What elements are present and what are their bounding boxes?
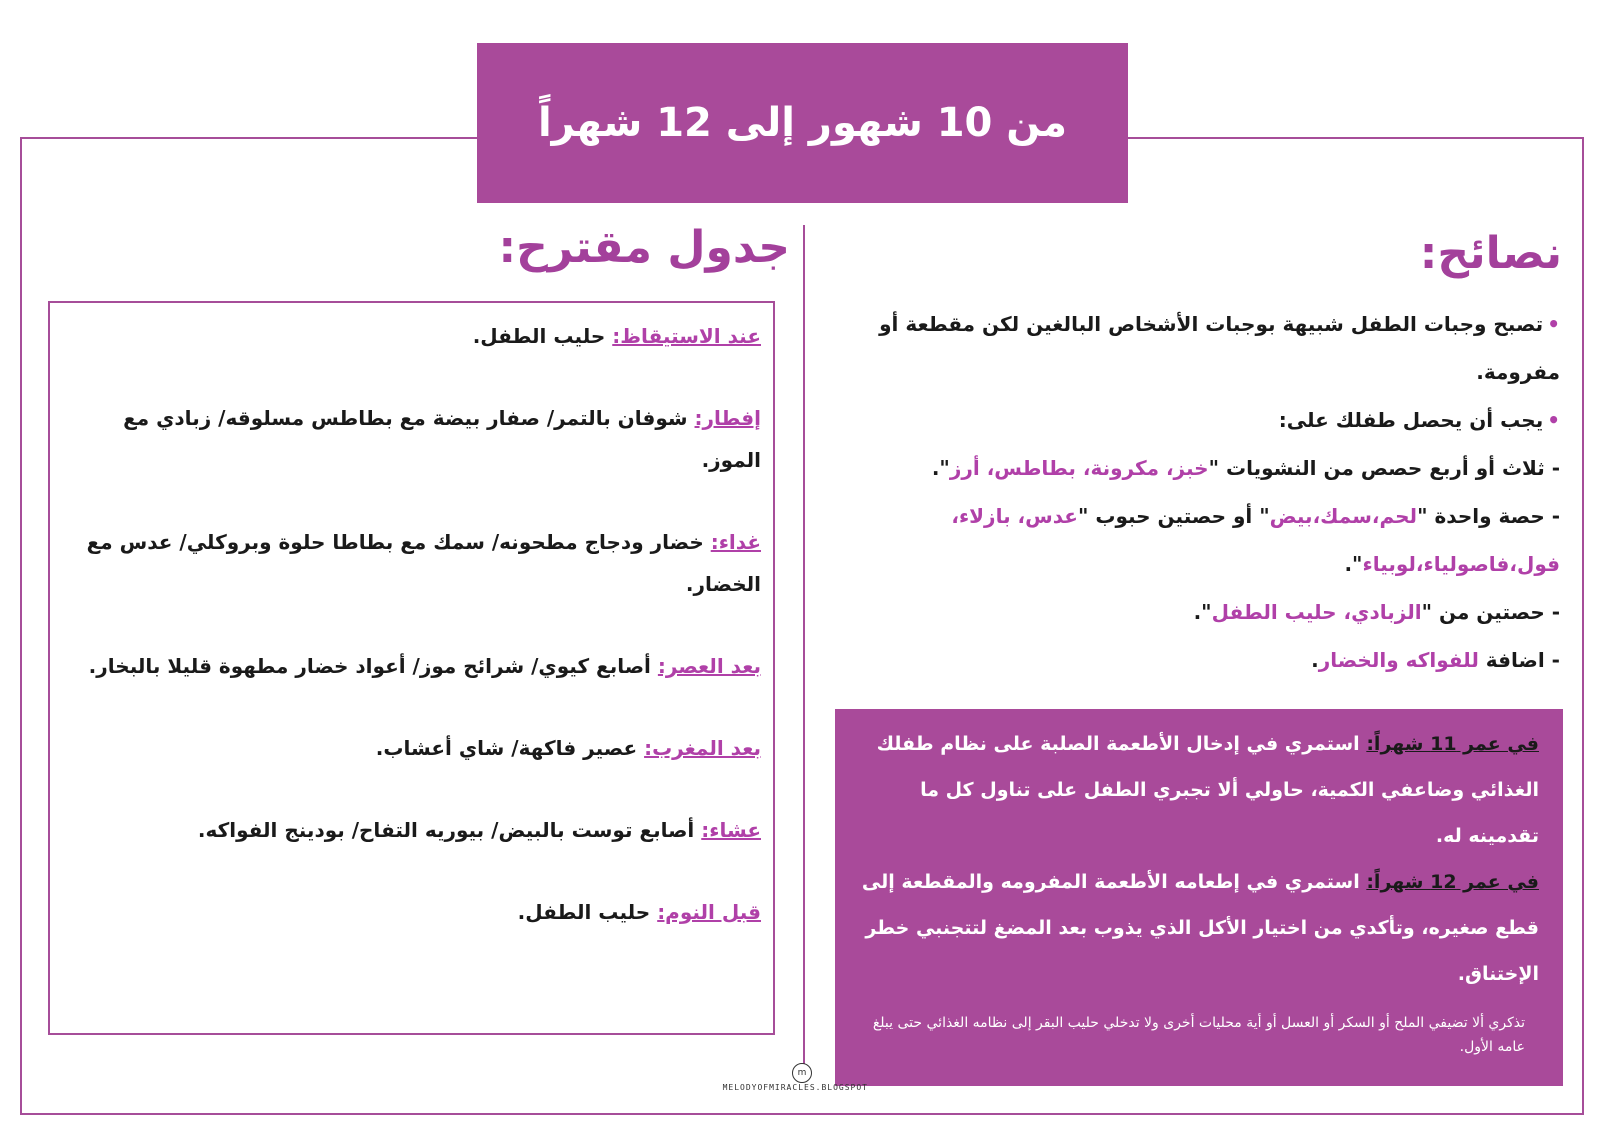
tip-item-starches: - ثلاث أو أربع حصص من النشويات "خبز، مكرونة، بطاطس، أرز". xyxy=(931,456,1560,480)
tip-bullet-2: •يجب أن يحصل طفلك على: xyxy=(1278,408,1560,432)
tips-heading: نصائح: xyxy=(1419,228,1562,279)
schedule-item: عند الاستيقاظ: حليب الطفل. xyxy=(472,324,761,348)
title-banner xyxy=(477,43,1128,203)
note-reminder: تذكري ألا تضيفي الملح أو السكر أو العسل أو أية محليات أخرى ولا تدخلي حليب البقر إلى نظامه الغذائي حتى يبلغ عامه الأول. xyxy=(872,1015,1525,1055)
schedule-item: بعد المغرب: عصير فاكهة/ شاي أعشاب. xyxy=(375,736,761,760)
tip-item-dairy: - حصتين من "الزبادي، حليب الطفل". xyxy=(1193,600,1560,624)
schedule-box xyxy=(48,301,775,1035)
footer-credit: MELODYOFMIRACLES.BLOGSPOT xyxy=(722,1083,868,1092)
tips-list xyxy=(860,300,1560,684)
schedule-item: إفطار: شوفان بالتمر/ صفار بيضة مع بطاطس مسلوقه/ زبادي مع الموز. xyxy=(123,406,761,472)
bullet-icon: • xyxy=(1547,408,1560,432)
tip-item-protein: - حصة واحدة "لحم،سمك،بيض" أو حصتين حبوب "عدس، بازلاء، فول،فاصولياء،لوبياء". xyxy=(951,504,1560,576)
tip-item-fruits: - اضافة للفواكه والخضار. xyxy=(1311,648,1560,672)
age-note-box xyxy=(835,709,1563,1086)
schedule-item: عشاء: أصابع توست بالبيض/ بيوريه التفاح/ بودينج الفواكه. xyxy=(197,818,761,842)
tip-bullet-1: •تصبح وجبات الطفل شبيهة بوجبات الأشخاص البالغين لكن مقطعة أو مفرومة. xyxy=(879,312,1560,384)
note-11-months: في عمر 11 شهراً: استمري في إدخال الأطعمة الصلبة على نظام طفلك الغذائي وضاعفي الكمية، حاولي ألا تجبري الطفل على تناول كل ما تقدمينه له. xyxy=(876,733,1539,847)
blog-logo-icon: m xyxy=(792,1063,812,1083)
page-title: من 10 شهور إلى 12 شهراً xyxy=(537,100,1068,146)
schedule-item: بعد العصر: أصابع كيوي/ شرائح موز/ أعواد خضار مطهوة قليلا بالبخار. xyxy=(88,654,761,678)
note-12-months: في عمر 12 شهراً: استمري في إطعامه الأطعمة المفرومه والمقطعة إلى قطع صغيره، وتأكدي من اختيار الأكل الذي يذوب بعد المضغ لتتجنبي خطر الإختناق. xyxy=(861,871,1539,985)
schedule-item: قبل النوم: حليب الطفل. xyxy=(517,900,761,924)
bullet-icon: • xyxy=(1547,312,1560,336)
schedule-heading: جدول مقترح: xyxy=(498,222,790,273)
schedule-item: غداء: خضار ودجاج مطحونه/ سمك مع بطاطا حلوة وبروكلي/ عدس مع الخضار. xyxy=(86,530,761,596)
column-divider xyxy=(803,225,805,1070)
